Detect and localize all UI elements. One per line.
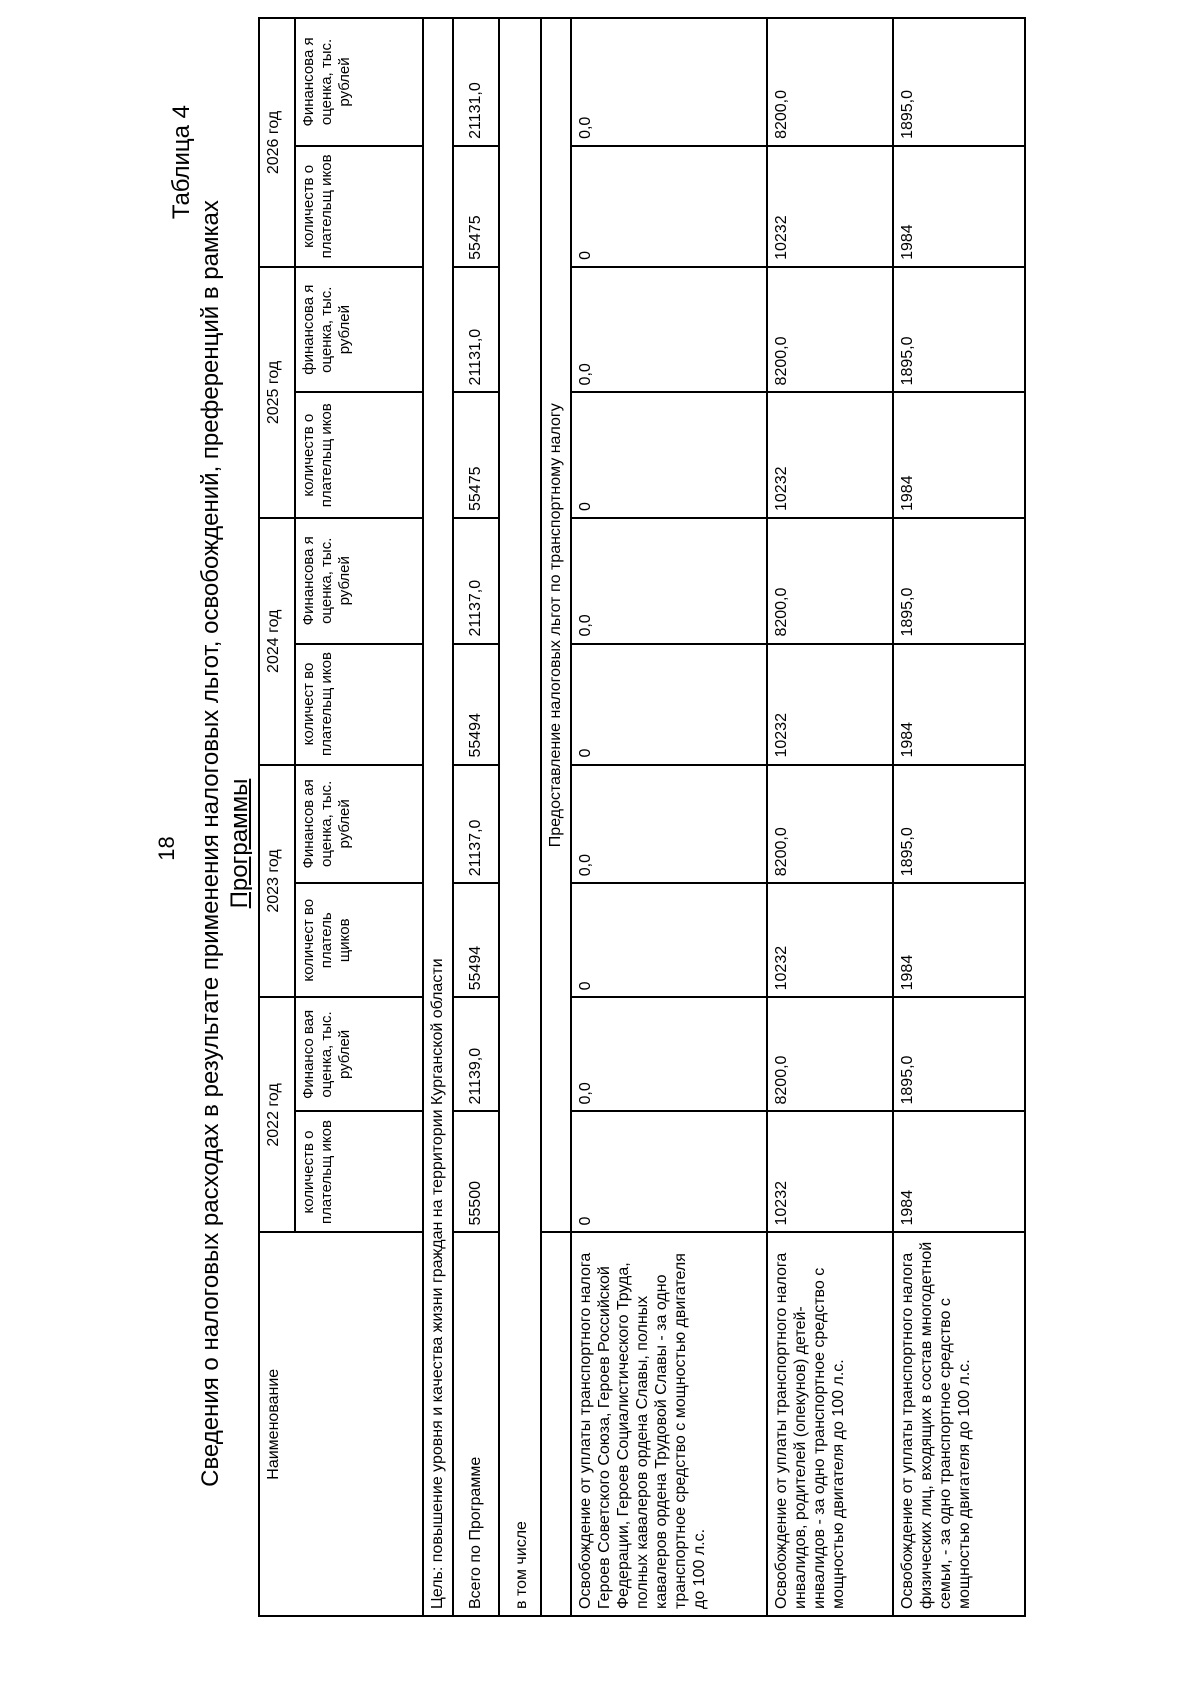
year-header-2026: 2026 год [259,18,295,267]
year-header-row [259,18,295,1616]
table-cell: 10232 [767,392,893,518]
document-title [196,70,254,1617]
table-cell: 1895,0 [893,267,1025,393]
goal-row [423,18,453,1616]
table-cell: 55500 [453,1112,499,1233]
table-cell: 55475 [453,146,499,267]
table-cell: 0,0 [571,765,767,884]
table-cell: 8200,0 [767,267,893,393]
row-name: Освобождение от уплаты транспортного налога физических лиц, входящих в состав многодетной семьи, - за одно транспортное средство с мощностью двигателя до 100 л.с. [893,1232,1025,1616]
sub-header-count-2026: количеств о плательщ иков [295,146,423,267]
table-cell: 1895,0 [893,997,1025,1111]
table-cell: 1895,0 [893,518,1025,644]
table-cell: 1984 [893,146,1025,267]
year-header-2023: 2023 год [259,765,295,998]
table-cell: 0,0 [571,518,767,644]
table-cell: 1895,0 [893,765,1025,884]
table-cell: 55494 [453,644,499,765]
table-cell: 21137,0 [453,765,499,884]
table-cell: 1984 [893,644,1025,765]
table-cell: 0 [571,883,767,997]
name-column-header: Наименование [259,1232,423,1616]
table-cell: 21131,0 [453,18,499,146]
table-cell: 8200,0 [767,18,893,146]
title-line-2: Программы [226,778,253,909]
row-name: Освобождение от уплаты транспортного налога инвалидов, родителей (опекунов) детей-инвалидов - за одно транспортное средство с мощностью двигателя до 100 л.с. [767,1232,893,1616]
table-cell: 0,0 [571,18,767,146]
table-cell: 21131,0 [453,267,499,393]
total-row [453,18,499,1616]
including-text: в том числе [499,18,541,1616]
table-cell: 0 [571,644,767,765]
table-cell: 21137,0 [453,518,499,644]
table-cell: 21139,0 [453,997,499,1111]
table-cell: 8200,0 [767,518,893,644]
sub-header-count-2023: количест во платель щиков [295,883,423,997]
row-name: Освобождение от уплаты транспортного налога Героев Советского Союза, Героев Российской Федерации, Героев Социалистического Труда, полных кавалеров ордена Славы, полных кавалеров ордена Трудовой Славы - за одно транспортное средство с мощностью двигателя до 100 л.с. [571,1232,767,1616]
sub-header-estimate-2025: финансова я оценка, тыс. рублей [295,267,423,393]
year-header-2022: 2022 год [259,997,295,1232]
table-cell: 1895,0 [893,18,1025,146]
table-cell: 8200,0 [767,997,893,1111]
table-cell: 0 [571,146,767,267]
title-line-1: Сведения о налоговых расходах в результате применения налоговых льгот, освобождений, преференций в рамках [197,200,224,1487]
year-header-2025: 2025 год [259,267,295,518]
table-cell: 55475 [453,392,499,518]
section-empty-cell [541,1232,571,1616]
table-row [893,18,1025,1616]
sub-header-count-2022: количеств о плательщ иков [295,1112,423,1233]
table-cell: 55494 [453,883,499,997]
table-row [767,18,893,1616]
table-cell: 10232 [767,883,893,997]
table-cell: 10232 [767,644,893,765]
section-title: Предоставление налоговых льгот по транспортному налогу [541,18,571,1232]
sub-header-estimate-2022: Финансо вая оценка, тыс. рублей [295,997,423,1111]
table-cell: 0 [571,392,767,518]
sub-header-estimate-2024: Финансова я оценка, тыс. рублей [295,518,423,644]
table-cell: 1984 [893,1112,1025,1233]
total-row-label: Всего по Программе [453,1232,499,1616]
including-row [499,18,541,1616]
sub-header-count-2025: количеств о плательщ иков [295,392,423,518]
section-row [541,18,571,1616]
table-row [571,18,767,1616]
table-cell: 0 [571,1112,767,1233]
table-label: Таблица 4 [168,105,195,220]
tax-expenditure-table [258,17,1026,1617]
page-number: 18 [154,836,179,861]
year-header-2024: 2024 год [259,518,295,765]
sub-header-estimate-2026: Финансова я оценка, тыс. рублей [295,18,423,146]
sub-header-estimate-2023: Финансов ая оценка, тыс. рублей [295,765,423,884]
table-cell: 0,0 [571,997,767,1111]
goal-text: Цель: повышение уровня и качества жизни граждан на территории Курганской области [423,18,453,1616]
table-cell: 0,0 [571,267,767,393]
sub-header-count-2024: количест во плательщ иков [295,644,423,765]
table-cell: 1984 [893,392,1025,518]
table-cell: 1984 [893,883,1025,997]
table-cell: 8200,0 [767,765,893,884]
table-cell: 10232 [767,1112,893,1233]
table-cell: 10232 [767,146,893,267]
